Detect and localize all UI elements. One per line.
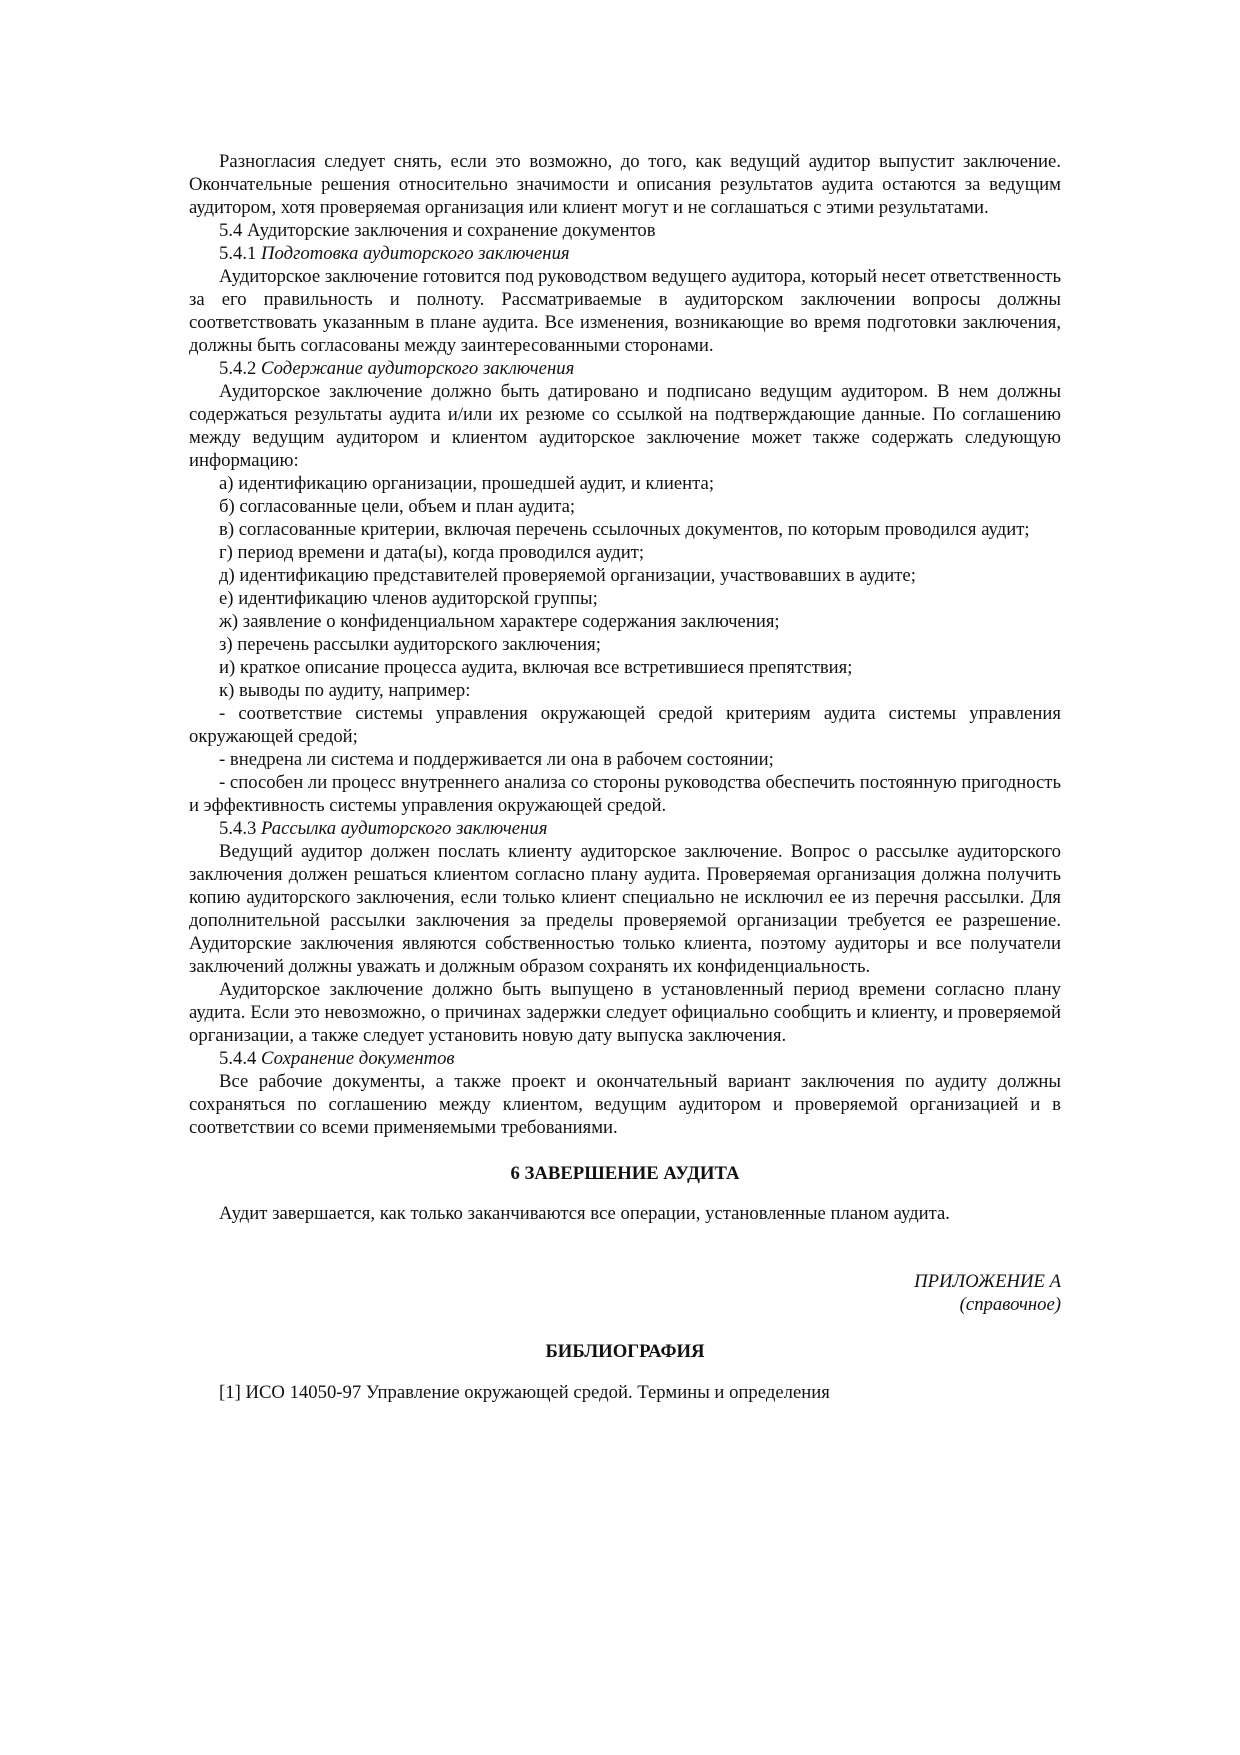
subsection-number: 5.4.2 — [219, 358, 262, 379]
list-item: - способен ли процесс внутреннего анализа со стороны руководства обеспечить постоянную пригодность и эффективность системы управления окружающей средой. — [189, 772, 1061, 816]
subsection-number: 5.4.4 — [219, 1048, 262, 1069]
list-item: з) перечень рассылки аудиторского заключения; — [219, 634, 601, 655]
paragraph-preparation: Аудиторское заключение готовится под руководством ведущего аудитора, который несет ответственность за его правильность и полноту. Рассматриваемые в аудиторском заключении вопросы должны соответствовать указанным в плане аудита. Все изменения, возникающие во время подготовки заключения, должны быть согласованы между заинтересованными сторонами. — [189, 266, 1061, 356]
list-item: б) согласованные цели, объем и план аудита; — [219, 496, 576, 517]
paragraph-distribution: Ведущий аудитор должен послать клиенту аудиторское заключение. Вопрос о рассылке аудиторского заключения должен решаться клиентом согласно плану аудита. Проверяемая организация должна получить копию аудиторского заключения, если только клиент специально не исключил ее из перечня рассылки. Для дополнительной рассылки заключения за пределы проверяемой организации требуется ее разрешение. Аудиторские заключения являются собственностью только клиента, поэтому аудиторы и все получатели заключений должны уважать и должным образом сохранять их конфиденциальность. — [189, 841, 1061, 977]
subsection-title: Подготовка аудиторского заключения — [261, 243, 570, 264]
subsection-heading-5-4-2 — [189, 357, 1061, 380]
list-item: - внедрена ли система и поддерживается ли она в рабочем состоянии; — [219, 749, 774, 770]
paragraph-audit-completion: Аудит завершается, как только заканчиваются все операции, установленные планом аудита. — [219, 1203, 950, 1224]
list-item: е) идентификацию членов аудиторской группы; — [219, 588, 598, 609]
list-item: - соответствие системы управления окружающей средой критериям аудита системы управления окружающей средой; — [189, 703, 1061, 747]
document-page — [189, 150, 1061, 1404]
paragraph-content: Аудиторское заключение должно быть датировано и подписано ведущим аудитором. В нем должны содержаться результаты аудита и/или их резюме со ссылкой на подтверждающие данные. По соглашению между ведущим аудитором и клиентом аудиторское заключение может также содержать следующую информацию: — [189, 381, 1061, 471]
section-heading-5-4: 5.4 Аудиторские заключения и сохранение документов — [219, 220, 656, 241]
subsection-heading-5-4-4 — [189, 1047, 1061, 1070]
subsection-heading-5-4-3 — [189, 817, 1061, 840]
subsection-number: 5.4.3 — [219, 818, 262, 839]
section-heading-6: 6 ЗАВЕРШЕНИЕ АУДИТА — [510, 1163, 740, 1184]
list-item: к) выводы по аудиту, например: — [219, 680, 471, 701]
list-item: ж) заявление о конфиденциальном характере содержания заключения; — [219, 611, 780, 632]
appendix-title: ПРИЛОЖЕНИЕ А — [914, 1271, 1061, 1292]
bibliography-item: [1] ИСО 14050-97 Управление окружающей средой. Термины и определения — [219, 1382, 830, 1403]
paragraph-issue-period: Аудиторское заключение должно быть выпущено в установленный период времени согласно плану аудита. Если это невозможно, о причинах задержки следует официально сообщить и клиенту, и проверяемой организации, а также следует установить новую дату выпуска заключения. — [189, 979, 1061, 1046]
list-item: д) идентификацию представителей проверяемой организации, участвовавших в аудите; — [219, 565, 916, 586]
subsection-title: Содержание аудиторского заключения — [261, 358, 575, 379]
bibliography-heading: БИБЛИОГРАФИЯ — [545, 1341, 705, 1362]
list-item: и) краткое описание процесса аудита, включая все встретившиеся препятствия; — [219, 657, 853, 678]
list-item: г) период времени и дата(ы), когда проводился аудит; — [219, 542, 645, 563]
list-item: в) согласованные критерии, включая перечень ссылочных документов, по которым проводился аудит; — [219, 519, 1030, 540]
list-item: а) идентификацию организации, прошедшей аудит, и клиента; — [219, 473, 715, 494]
subsection-title: Рассылка аудиторского заключения — [261, 818, 548, 839]
spacer — [189, 1225, 1061, 1270]
subsection-number: 5.4.1 — [219, 243, 262, 264]
subsection-heading-5-4-1 — [189, 242, 1061, 265]
paragraph-retention: Все рабочие документы, а также проект и окончательный вариант заключения по аудиту должны сохраняться по соглашению между клиентом, ведущим аудитором и проверяемой организацией и в соответствии со всеми применяемыми требованиями. — [189, 1071, 1061, 1138]
appendix-subtitle: (справочное) — [959, 1294, 1061, 1315]
subsection-title: Сохранение документов — [261, 1048, 455, 1069]
paragraph-disagreements: Разногласия следует снять, если это возможно, до того, как ведущий аудитор выпустит заключение. Окончательные решения относительно значимости и описания результатов аудита остаются за ведущим аудитором, хотя проверяемая организация или клиент могут и не соглашаться с этими результатами. — [189, 151, 1061, 218]
